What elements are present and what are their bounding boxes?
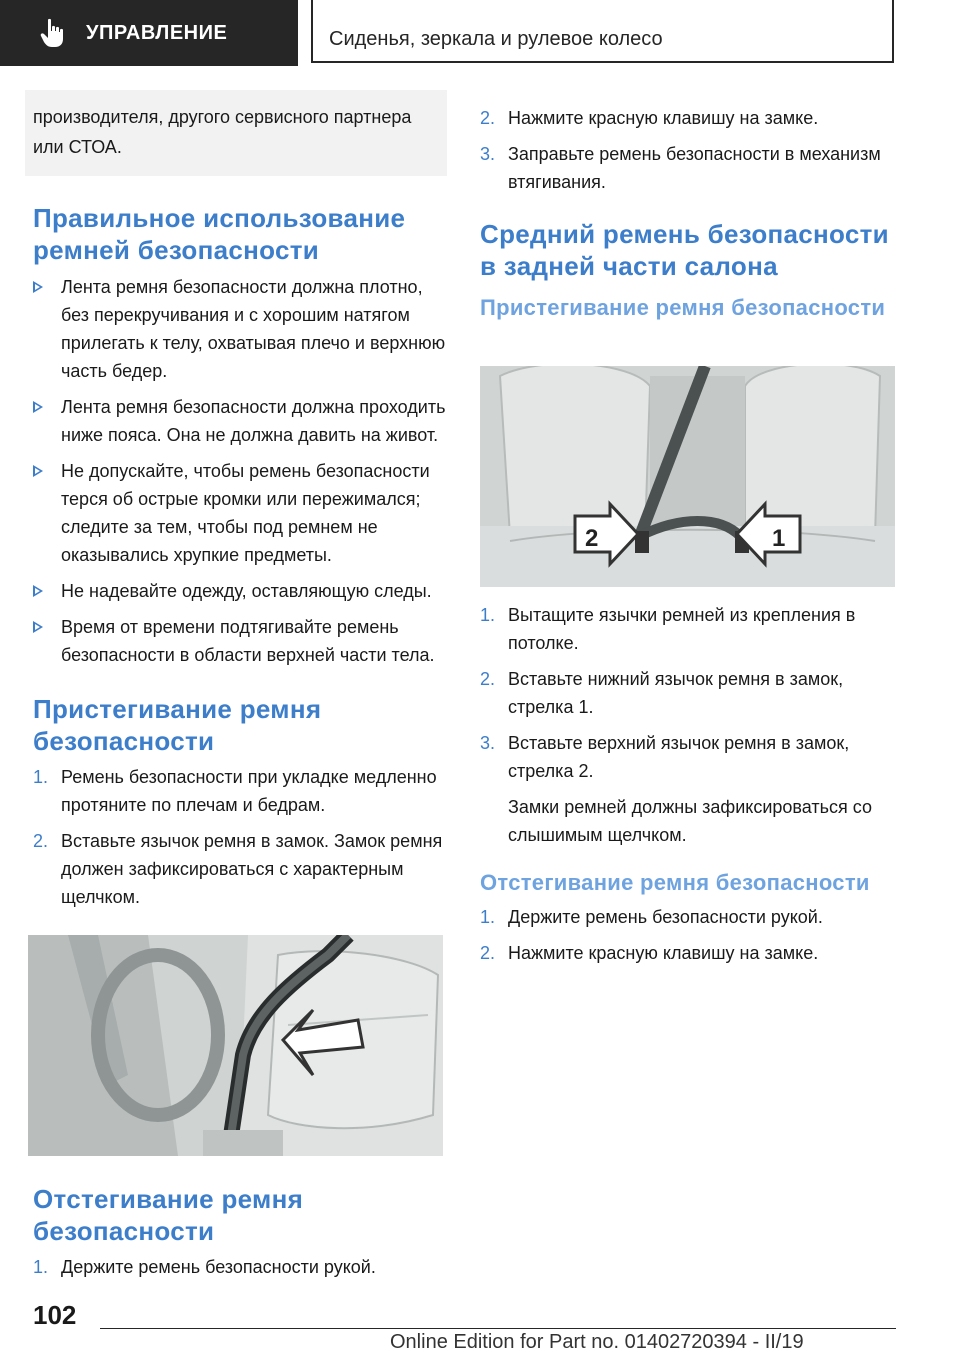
step-item: 2. Нажмите красную клавишу на замке. (480, 108, 819, 128)
triangle-bullet-icon (33, 621, 43, 633)
continued-note (25, 90, 447, 176)
step-item: 2. Нажмите красную клавишу на замке. (480, 943, 819, 963)
left-column-bottom (33, 1183, 447, 1281)
click-note: Замки ремней должны зафиксироваться со слышимым щелчком. (508, 797, 872, 845)
middle-unfasten-steps (480, 903, 898, 967)
left-column (33, 90, 447, 911)
usage-list (33, 273, 447, 669)
list-item: Не надевайте одежду, оставляющую следы. (33, 577, 447, 605)
heading-unfasten: Отстегивание ремня безопасности (33, 1184, 304, 1246)
step-item: 1. Держите ремень безопасности рукой. (480, 907, 823, 927)
heading-middle-belt: Средний ремень безопасности в задней части салона (480, 219, 889, 281)
section-label: УПРАВЛЕНИЕ (86, 21, 228, 44)
step-item: 1. Вытащите язычки ремней из крепления в потолке. (480, 605, 856, 653)
list-item: Лента ремня безопасности должна плотно, без перекручивания и с хорошим натягом прилегать к телу, охватывая плечо и верхнюю часть бедер. (33, 273, 447, 385)
heading-fasten: Пристегивание ремня безопасности (33, 694, 322, 756)
step-item: 2. Вставьте язычок ремня в замок. Замок ремня должен зафиксироваться с характерным щелчком. (33, 831, 443, 907)
arrow-label-2: 2 (585, 525, 599, 552)
chapter-title: Сиденья, зеркала и рулевое колесо (329, 28, 663, 50)
edition-text: Online Edition for Part no. 01402720394 - II/19 (390, 1331, 804, 1353)
subheading-fasten: Пристегивание ремня безопасности (480, 295, 886, 320)
footer-divider (100, 1328, 896, 1329)
step-item: 2. Вставьте нижний язычок ремня в замок, стрелка 1. (480, 669, 844, 717)
list-item: Не допускайте, чтобы ремень безопасности терся об острые кромки или пережимался; следите за тем, чтобы под ремнем не оказывались хрупкие предметы. (33, 457, 447, 569)
step-item: 3. Заправьте ремень безопасности в механизм втягивания. (480, 144, 881, 192)
triangle-bullet-icon (33, 465, 43, 477)
subheading-unfasten: Отстегивание ремня безопасности (480, 870, 870, 895)
list-item: Время от времени подтягивайте ремень безопасности в области верхней части тела. (33, 613, 447, 669)
chapter-title-box (311, 0, 894, 63)
section-tab (0, 0, 298, 66)
triangle-bullet-icon (33, 585, 43, 597)
unfasten-steps-continued (480, 104, 898, 196)
list-item: Лента ремня безопасности должна проходить ниже пояса. Она не должна давить на живот. (33, 393, 447, 449)
step-item: 1. Ремень безопасности при укладке медленно протяните по плечам и бедрам. (33, 767, 437, 815)
heading-correct-usage: Правильное использование ремней безопасности (33, 203, 406, 265)
step-item: 1. Держите ремень безопасности рукой. (33, 1257, 376, 1277)
middle-fasten-steps (480, 601, 898, 785)
arrow-label-1: 1 (772, 525, 786, 552)
front-seat-belt-photo (28, 935, 443, 1156)
fasten-steps (33, 763, 447, 911)
triangle-bullet-icon (33, 281, 43, 293)
right-column (480, 104, 898, 322)
hand-pointer-icon (40, 18, 66, 48)
unfasten-steps (33, 1253, 447, 1281)
continued-note-text: производителя, другого сервисного партнера или СТОА. (33, 107, 412, 157)
triangle-bullet-icon (33, 401, 43, 413)
right-column-bottom (480, 601, 898, 967)
rear-middle-belt-photo (480, 366, 895, 587)
page-number: 102 (33, 1300, 77, 1330)
step-item: 3. Вставьте верхний язычок ремня в замок, стрелка 2. (480, 733, 850, 781)
